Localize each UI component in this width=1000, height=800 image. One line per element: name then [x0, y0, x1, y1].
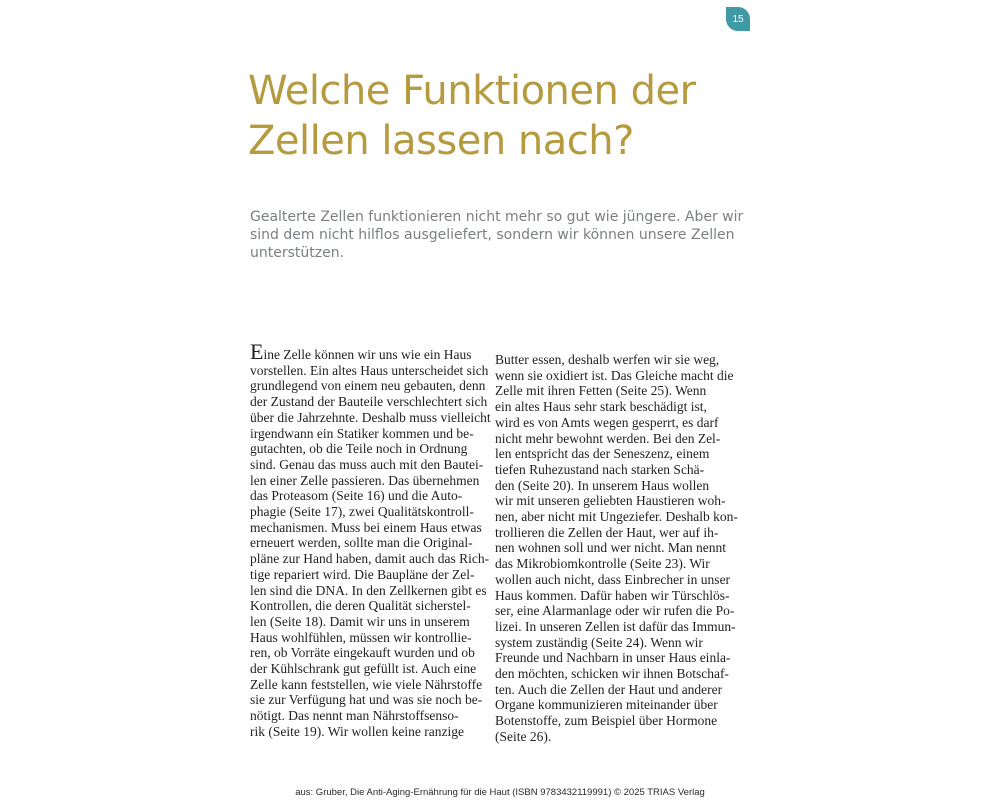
body-line: wir mit unseren geliebten Haustieren woh-: [495, 493, 726, 509]
body-line: ren, ob Vorräte eingekauft wurden und ob: [250, 645, 475, 661]
lead-line: Gealterte Zellen funktionieren nicht mehr so gut wie jüngere. Aber wir: [250, 209, 744, 225]
body-line: wenn sie oxidiert ist. Das Gleiche macht die: [495, 367, 734, 383]
body-line: grundlegend von einem neu gebauten, denn: [250, 378, 486, 394]
page-title: [248, 66, 768, 166]
body-line: len sind die DNA. In den Zellkernen gibt es: [250, 582, 487, 598]
body-line: lizei. In unseren Zellen ist dafür das Immun-: [495, 618, 736, 634]
body-line: trollieren die Zellen der Haut, wer auf ih-: [495, 524, 719, 540]
body-line: wird es von Amts wegen gesperrt, es darf: [495, 414, 719, 430]
body-line: pläne zur Hand haben, damit auch das Rich-: [250, 551, 490, 567]
body-line: Kontrollen, die deren Qualität sicherstel-: [250, 598, 471, 614]
body-line: tige repariert wird. Die Baupläne der Zel-: [250, 566, 475, 582]
body-line: ten. Auch die Zellen der Haut und anderer: [495, 681, 723, 697]
body-line: rik (Seite 19). Wir wollen keine ranzige: [250, 723, 465, 739]
body-line: sie zur Verfügung hat und was sie noch be-: [250, 692, 483, 708]
drop-cap: E: [250, 339, 264, 364]
body-line: wollen auch nicht, dass Einbrecher in unser: [495, 571, 731, 587]
body-line: vorstellen. Ein altes Haus unterscheidet sich: [250, 362, 489, 378]
body-column-right: [495, 352, 738, 745]
body-line: tiefen Ruhezustand nach starken Schä-: [495, 461, 705, 477]
title-line: Zellen lassen nach?: [248, 118, 634, 164]
body-line: len entspricht das der Seneszenz, einem: [495, 446, 710, 462]
body-line: Zelle mit ihren Fetten (Seite 25). Wenn: [495, 383, 707, 399]
body-line: gutachten, ob die Teile noch in Ordnung: [250, 441, 468, 457]
body-line: Freunde und Nachbarn in unser Haus einla-: [495, 650, 731, 666]
body-line: len einer Zelle passieren. Das übernehmen: [250, 472, 480, 488]
body-line: nen wohnen soll und wer nicht. Man nennt: [495, 540, 726, 556]
body-line: das Mikrobiomkontrolle (Seite 23). Wir: [495, 556, 710, 572]
body-line: der Kühlschrank gut gefüllt ist. Auch eine: [250, 661, 477, 677]
body-line: Butter essen, deshalb werfen wir sie weg,: [495, 352, 720, 367]
body-line: nicht mehr bewohnt werden. Bei den Zel-: [495, 430, 721, 446]
lead-paragraph: [250, 208, 744, 262]
body-line: Haus kommen. Dafür haben wir Türschlös-: [495, 587, 730, 603]
body-column-left: [250, 339, 491, 740]
body-line: den (Seite 20). In unserem Haus wollen: [495, 477, 710, 493]
body-line: sind. Genau das muss auch mit den Bautei-: [250, 456, 484, 472]
title-line: Welche Funktionen der: [248, 68, 696, 114]
body-line: Haus wohlfühlen, müssen wir kontrollie-: [250, 629, 472, 645]
body-line: Zelle kann feststellen, wie viele Nährstoffe: [250, 676, 483, 692]
body-line: len (Seite 18). Damit wir uns in unserem: [250, 613, 470, 629]
body-line: den möchten, schicken wir ihnen Botschaf-: [495, 666, 729, 682]
body-line: der Zustand der Bauteile verschlechtert sich: [250, 394, 488, 410]
body-line: (Seite 26).: [495, 728, 552, 744]
body-line: ein altes Haus sehr stark beschädigt ist,: [495, 399, 707, 415]
body-line: Organe kommunizieren miteinander über: [495, 697, 718, 713]
body-line: mechanismen. Muss bei einem Haus etwas: [250, 519, 482, 535]
body-line: system zuständig (Seite 24). Wenn wir: [495, 634, 703, 650]
body-line: nötigt. Das nennt man Nährstoffsenso-: [250, 708, 459, 724]
body-line: das Proteasom (Seite 16) und die Auto-: [250, 488, 463, 504]
body-first-line: [250, 339, 472, 364]
lead-line: sind dem nicht hilflos ausgeliefert, sondern wir können unsere Zellen: [250, 227, 735, 243]
source-footer: aus: Gruber, Die Anti-Aging-Ernährung für die Haut (ISBN 9783432119991) © 2025 TRIAS Verlag: [295, 787, 705, 798]
body-line: erneuert werden, sollte man die Original-: [250, 535, 473, 551]
lead-line: unterstützen.: [250, 245, 345, 261]
body-line: nen, aber nicht mit Ungeziefer. Deshalb kon-: [495, 509, 738, 525]
body-line: ser, eine Alarmanlage oder wir rufen die Po-: [495, 603, 735, 619]
page-number-badge: 15: [726, 7, 750, 31]
body-line: phagie (Seite 17), zwei Qualitätskontroll-: [250, 504, 474, 520]
body-line: über die Jahrzehnte. Deshalb muss vielleicht: [250, 409, 491, 425]
body-line: ine Zelle können wir uns wie ein Haus: [263, 347, 472, 362]
body-line: Botenstoffe, zum Beispiel über Hormone: [495, 713, 718, 729]
body-line: irgendwann ein Statiker kommen und be-: [250, 425, 474, 441]
